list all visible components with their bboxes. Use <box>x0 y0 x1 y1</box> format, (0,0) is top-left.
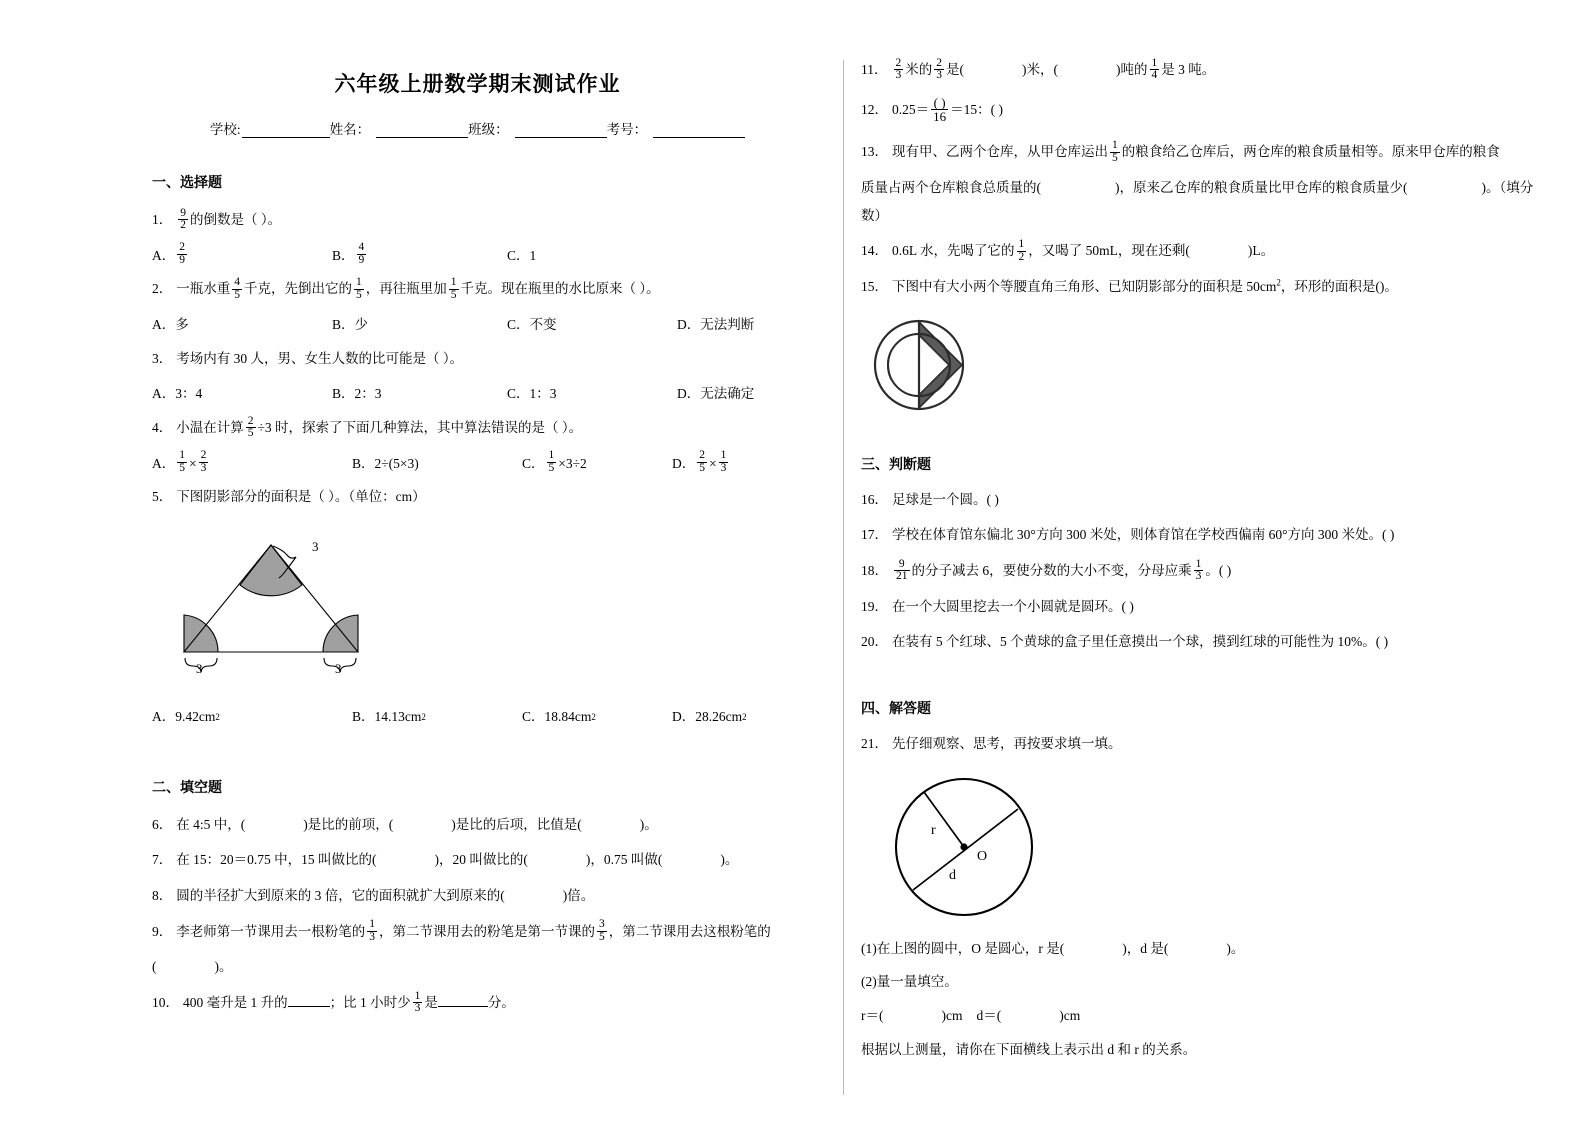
fraction-1-3-a: $\frac{1}{3}$ <box>720 449 727 474</box>
question-20[interactable]: 20． 在装有 5 个红球、5 个黄球的盒子里任意摸出一个球，摸到红球的可能性为 10%。( ) <box>861 634 1389 650</box>
question-9-blank-line: ( )。 <box>152 959 233 975</box>
circle-radius-diameter-figure <box>889 772 1535 927</box>
question-11: 11． $\frac{2}{3}$ 米的 $\frac{2}{3}$ 是( )米，( )吨的 $\frac{1}{4}$ 是 3 吨。 <box>861 56 1216 82</box>
fraction-1-5-c: $\frac{1}{5}$ <box>179 449 185 474</box>
triangle-label-left: 3 <box>196 661 203 677</box>
option-4-c[interactable]: C． $\frac{1}{5}$ ×3÷2 <box>522 449 587 474</box>
diameter-label: d <box>949 867 956 883</box>
fraction-2-5-b: $\frac{2}{5}$ <box>699 449 705 474</box>
question-8: 8． 圆的半径扩大到原来的 3 倍，它的面积就扩大到原来的( )倍。 <box>152 888 595 904</box>
question-1: 1． $\frac{9}{2}$ 的倒数是（ ）。 <box>152 206 282 232</box>
question-5: 5． 下图阴影部分的面积是（ ）。（单位：cm） <box>152 489 426 505</box>
fraction-1-5-a: $\frac{1}{5}$ <box>356 275 362 301</box>
exam-no-blank[interactable] <box>653 126 745 138</box>
question-17[interactable]: 17． 学校在体育馆东偏北 30°方向 300 米处，则体育馆在学校西偏南 60°方向 300 米处。( ) <box>861 527 1395 543</box>
option-2-c[interactable]: C．不变 <box>507 317 557 333</box>
fraction-2-3-a: $\frac{2}{3}$ <box>200 449 207 474</box>
option-1-a[interactable]: A． $\frac{2}{9}$ <box>152 241 185 266</box>
option-5-b[interactable]: B． 14.13cm 2 <box>352 709 426 725</box>
triangle-svg <box>168 527 383 672</box>
fraction-4-9: $\frac{4}{9}$ <box>358 241 365 266</box>
fraction-2-3-b: $\frac{2}{3}$ <box>895 56 902 82</box>
question-13: 13． 现有甲、乙两个仓库，从甲仓库运出 $\frac{1}{5}$ 的粮食给乙仓库后，两仓库的粮食质量相等。原来甲仓库的粮食 <box>861 138 1500 164</box>
question-2-options <box>152 311 803 339</box>
field-class: 班级： <box>468 118 607 138</box>
sector-right <box>323 615 358 652</box>
question-7: 7． 在 15：20＝0.75 中，15 叫做比的( )，20 叫做比的( )，0.75 叫做( )。 <box>152 852 739 868</box>
page-title: 六年级上册数学期末测试作业 <box>334 72 621 96</box>
triangle-label-right: 3 <box>335 661 342 677</box>
question-9: 9． 李老师第一节课用去一根粉笔的 $\frac{1}{3}$ ，第二节课用去的粉笔是第一节课的 $\frac{3}{5}$ ，第二节课用去这根粉笔的 <box>152 918 771 944</box>
section-fill-heading: 二、填空题 <box>152 779 222 796</box>
class-blank[interactable] <box>515 126 607 138</box>
question-16[interactable]: 16． 足球是一个圆。( ) <box>861 491 999 507</box>
fraction-9-2: $\frac{9}{2}$ <box>180 206 186 232</box>
question-15: 15． 下图中有大小两个等腰直角三角形、已知阴影部分的面积是 $50cm^2$，环形的面积是()。 <box>861 277 1398 295</box>
radius-line <box>924 792 964 847</box>
radius-label: r <box>931 822 936 838</box>
question-2: 2． 一瓶水重 $\frac{4}{5}$ 千克，先倒出它的 $\frac{1}{5}$ ，再往瓶里加 $\frac{1}{5}$ 千克。现在瓶里的水比原来（ ）。 <box>152 275 660 301</box>
fraction-2-5: $\frac{2}{5}$ <box>247 414 254 440</box>
school-blank[interactable] <box>242 126 330 138</box>
fraction-1-2: $\frac{1}{2}$ <box>1018 237 1025 263</box>
question-21-sub3: r＝( )cm d＝( )cm <box>861 1008 1081 1024</box>
question-19[interactable]: 19． 在一个大圆里挖去一个小圆就是圆环。( ) <box>861 598 1134 614</box>
option-5-c[interactable]: C． 18.84cm 2 <box>522 709 596 725</box>
fraction-1-3-c: $\frac{1}{3}$ <box>414 989 421 1015</box>
question-6: 6． 在 4:5 中，( )是比的前项，( )是比的后项，比值是( )。 <box>152 816 658 832</box>
question-3: 3． 考场内有 30 人，男、女生人数的比可能是（ ）。 <box>152 350 464 366</box>
center-dot <box>960 843 967 850</box>
option-2-d[interactable]: D．无法判断 <box>677 317 755 333</box>
fraction-1-4: $\frac{1}{4}$ <box>1151 56 1158 82</box>
fraction-2-9: $\frac{2}{9}$ <box>179 241 185 266</box>
option-3-a[interactable]: A．3：4 <box>152 386 203 402</box>
fraction-blank-16[interactable]: $\frac{( )}{16}$ <box>933 94 947 124</box>
section-choice-heading: 一、选择题 <box>152 175 222 191</box>
blank-10-2[interactable] <box>438 995 488 1007</box>
option-3-c[interactable]: C．1：3 <box>507 386 557 402</box>
option-4-a[interactable]: A． $\frac{1}{5}$ × $\frac{2}{3}$ <box>152 449 207 474</box>
sector-top <box>240 545 302 596</box>
option-4-b[interactable]: B． 2÷(5×3) <box>352 455 419 471</box>
triangle-label-top: 3 <box>312 539 319 555</box>
fraction-3-5: $\frac{3}{5}$ <box>599 918 605 944</box>
option-1-c[interactable]: C． 1 <box>507 247 537 263</box>
fraction-1-3-d: $\frac{1}{3}$ <box>1195 557 1202 583</box>
section-answer-heading: 四、解答题 <box>861 701 931 718</box>
fraction-1-3-b: $\frac{1}{3}$ <box>369 918 375 944</box>
option-4-d[interactable]: D． $\frac{2}{5}$ × $\frac{1}{3}$ <box>672 449 727 474</box>
ring-triangles-figure <box>869 315 1535 420</box>
fraction-1-5-e: $\frac{1}{5}$ <box>1112 138 1118 164</box>
student-info-line <box>152 118 803 138</box>
fraction-2-3-c: $\frac{2}{3}$ <box>936 56 942 82</box>
center-label: O <box>977 848 988 864</box>
ring-svg <box>869 315 969 415</box>
option-3-d[interactable]: D．无法确定 <box>677 386 755 402</box>
option-2-b[interactable]: B．少 <box>332 317 369 333</box>
question-1-options <box>152 242 803 270</box>
question-21-sub1: (1)在上图的圆中，O 是圆心，r 是( )，d 是( )。 <box>861 940 1245 956</box>
question-12: 12． 0.25＝ $\frac{( )}{16}$ ＝15：( ) <box>861 94 1003 124</box>
option-1-b[interactable]: B． $\frac{4}{9}$ <box>332 241 365 266</box>
question-21-sub2: (2)量一量填空。 <box>861 974 958 990</box>
option-5-a[interactable]: A． 9.42cm 2 <box>152 709 220 725</box>
question-5-options <box>152 703 803 731</box>
fraction-9-21: $\frac{9}{21}$ <box>896 557 908 583</box>
question-21-sub4: 根据以上测量，请你在下面横线上表示出 d 和 r 的关系。 <box>861 1041 1197 1057</box>
question-21: 21． 先仔细观察、思考，再按要求填一填。 <box>861 736 1122 752</box>
question-4-options <box>152 450 803 478</box>
field-exam-no: 考号： <box>607 118 746 138</box>
option-5-d[interactable]: D． 28.26cm 2 <box>672 709 747 725</box>
fraction-4-5: $\frac{4}{5}$ <box>234 275 240 301</box>
field-school: 学校: <box>210 118 330 138</box>
question-18[interactable]: 18． $\frac{9}{21}$ 的分子减去 6，要使分数的大小不变，分母应乘 $\frac{1}{3}$ 。( ) <box>861 557 1232 583</box>
circle-svg <box>889 772 1039 922</box>
field-name: 姓名： <box>330 118 469 138</box>
question-10: 10． 400 毫升是 1 升的 ；比 1 小时少 $\frac{1}{3}$ 是 分。 <box>152 989 515 1015</box>
option-3-b[interactable]: B．2：3 <box>332 386 382 402</box>
fraction-1-5-b: $\frac{1}{5}$ <box>450 275 457 301</box>
name-blank[interactable] <box>376 126 468 138</box>
question-13-line2: 质量占两个仓库粮食总质量的( )，原来乙仓库的粮食质量比甲仓库的粮食质量少( )。（填分数） <box>861 180 1534 223</box>
section-judge-heading: 三、判断题 <box>861 456 931 473</box>
blank-10-1[interactable] <box>288 995 330 1007</box>
triangle-sectors-figure <box>168 527 803 677</box>
question-14: 14． 0.6L 水，先喝了它的 $\frac{1}{2}$ ，又喝了 50mL，现在还剩( )L。 <box>861 237 1275 263</box>
question-4: 4． 小温在计算 $\frac{2}{5}$ ÷3 时，探索了下面几种算法，其中算法错误的是（ ）。 <box>152 414 583 440</box>
fraction-1-5-d: $\frac{1}{5}$ <box>548 449 555 474</box>
right-column <box>843 0 1587 1122</box>
question-3-options <box>152 380 803 408</box>
option-2-a[interactable]: A．多 <box>152 317 189 333</box>
